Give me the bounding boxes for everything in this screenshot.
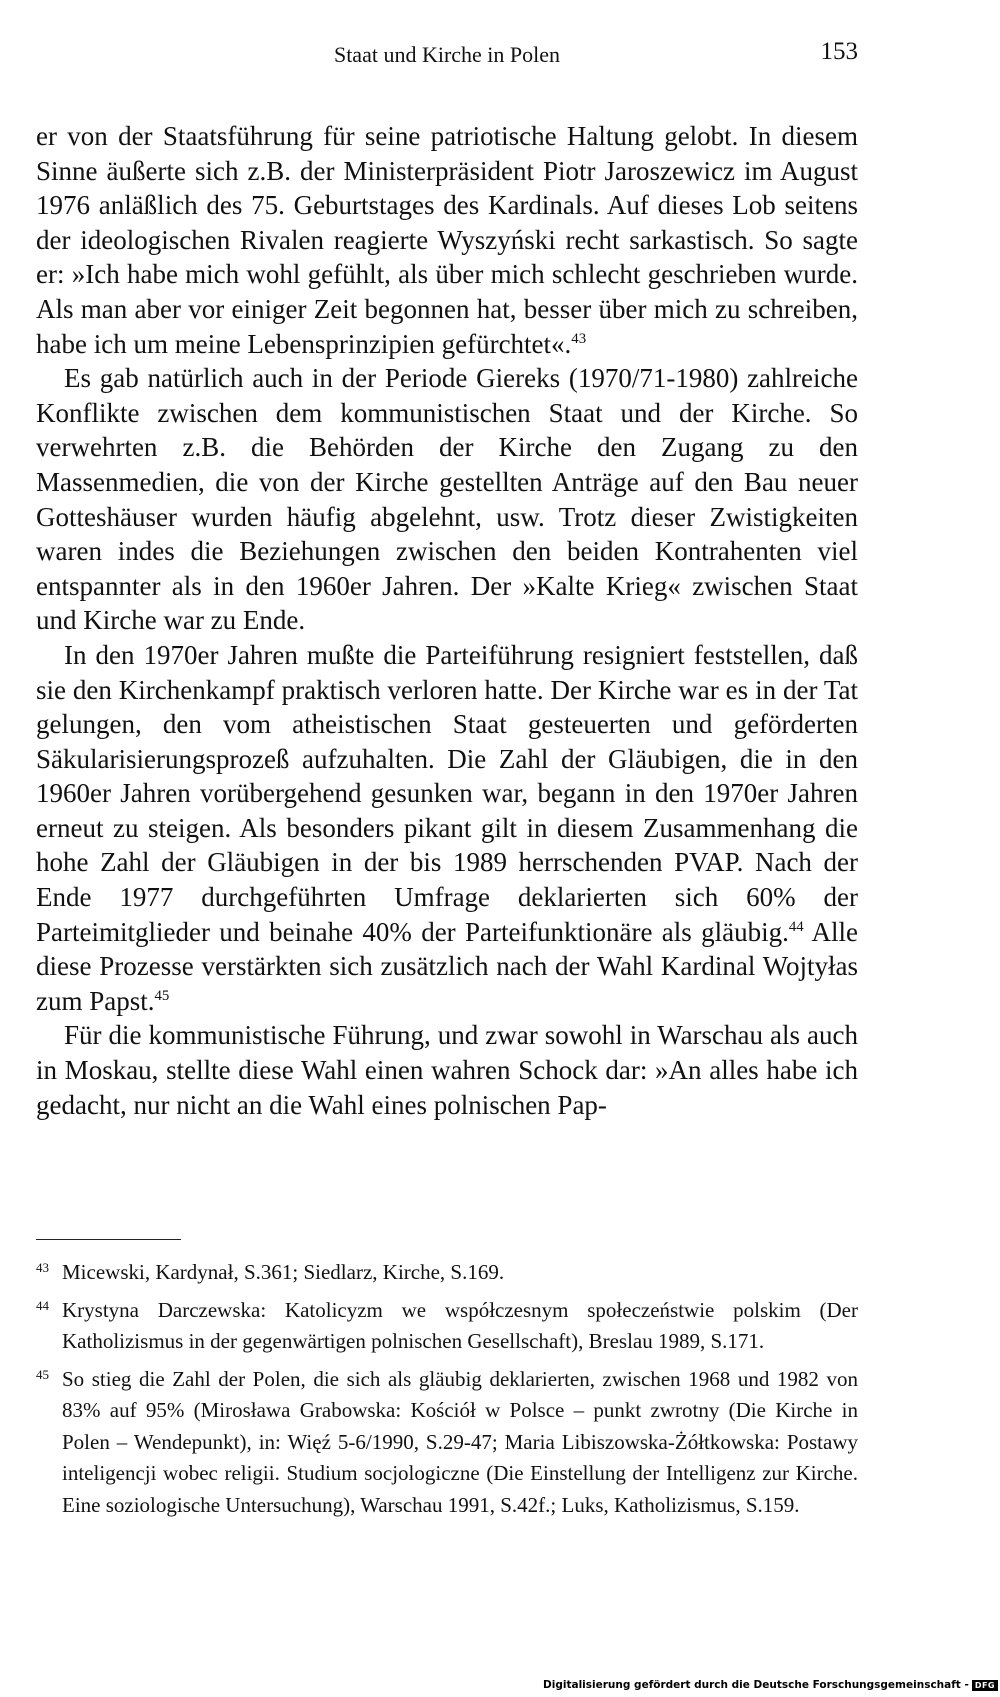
paragraph-text: Für die kommunistische Führung, und zwar sowohl in Warschau als auch in Moskau, stellte diese Wahl einen wahren Schock dar: »An alles habe ich gedacht, nur nicht an die Wahl eines polnischen Pap- <box>36 1020 858 1120</box>
footnote-reference: 43 <box>571 330 587 347</box>
footnote <box>36 1295 858 1358</box>
footnote-number: 43 <box>36 1260 49 1275</box>
paragraph <box>36 1018 858 1122</box>
paragraph-text: er von der Staatsführung für seine patriotische Haltung gelobt. In diesem Sinne äußerte sich z.B. der Ministerpräsident Piotr Jaroszewicz im August 1976 anläßlich des 75. Geburtstages des Kardinals. Auf dieses Lob seitens der ideologischen Rivalen reagierte Wyszyński recht sarkastisch. So sagte er: »Ich habe mich wohl gefühlt, als über mich schlecht geschrieben wurde. Als man aber vor einiger Zeit begonnen hat, besser über mich zu schreiben, habe ich um meine Lebensprinzipien gefürchtet«. <box>36 121 858 359</box>
footnote-text: Krystyna Darczewska: Katolicyzm we współczesnym społeczeństwie polskim (Der Katholizismus in der gegenwärtigen polnischen Gesellschaft), Breslau 1989, S.171. <box>62 1297 858 1353</box>
paragraph <box>36 638 858 1019</box>
dfg-logo-icon: DFG <box>972 1680 998 1691</box>
footnote <box>36 1364 858 1522</box>
paragraph-text: Es gab natürlich auch in der Periode Giereks (1970/71-1980) zahlreiche Konflikte zwischen dem kommunistischen Staat und der Kirche. So verwehrten z.B. die Behörden der Kirche den Zugang zu den Massenmedien, die von der Kirche gestellten Anträge auf den Bau neuer Gotteshäuser wurden häufig abgelehnt, usw. Trotz dieser Zwistigkeiten waren indes die Beziehungen zwischen den beiden Kontrahenten viel entspannter als in den 1960er Jahren. Der »Kalte Krieg« zwischen Staat und Kirche war zu Ende. <box>36 363 858 636</box>
footnote-number: 45 <box>36 1366 49 1382</box>
paragraph <box>36 361 858 638</box>
paragraph-text: Alle diese Prozesse verstärkten sich zusätzlich nach der Wahl Kardinal Wojtyłas zum Papst. <box>36 916 858 1016</box>
paragraph <box>36 119 858 361</box>
body-text <box>36 119 858 1122</box>
footnote-number: 44 <box>36 1297 49 1313</box>
footnotes <box>36 1257 858 1527</box>
running-head <box>36 36 858 76</box>
running-title: Staat und Kirche in Polen <box>333 42 561 67</box>
credit-text: Digitalisierung gefördert durch die Deutsche Forschungsgemeinschaft - <box>543 1679 969 1691</box>
page-number: 153 <box>820 38 858 65</box>
footnote <box>36 1257 858 1289</box>
footnote-reference: 44 <box>788 918 804 935</box>
paragraph-text: In den 1970er Jahren mußte die Parteiführung resigniert feststellen, daß sie den Kirchenkampf praktisch verloren hatte. Der Kirche war es in der Tat gelungen, den vom atheistischen Staat gesteuerten und geförderten Säkularisierungsprozeß aufzuhalten. Die Zahl der Gläubigen, die in den 1960er Jahren vorübergehend gesunken war, begann in den 1970er Jahren erneut zu steigen. Als besonders pikant gilt in diesem Zusammenhang die hohe Zahl der Gläubigen in der bis 1989 herrschenden PVAP. Nach der Ende 1977 durchgeführten Umfrage deklarierten sich 60% der Parteimitglieder und beinahe 40% der Parteifunktionäre als gläubig. <box>36 639 858 947</box>
digitization-credit <box>543 1679 998 1691</box>
footnote-text: Micewski, Kardynał, S.361; Siedlarz, Kirche, S.169. <box>62 1260 505 1284</box>
footnote-reference: 45 <box>154 987 170 1004</box>
footnote-text: So stieg die Zahl der Polen, die sich als gläubig deklarierten, zwischen 1968 und 1982 von 83% auf 95% (Mirosława Grabowska: Kościół w Polsce – punkt zwrotny (Die Kirche in Polen – Wendepunkt), in: Więź 5-6/1990, S.29-47; Maria Libiszowska-Żółtkowska: Postawy inteligencji wobec religii. Studium socjologiczne (Die Einstellung der Intelligenz zur Kirche. Eine soziologische Untersuchung), Warschau 1991, S.42f.; Luks, Katholizismus, S.159. <box>62 1366 858 1517</box>
footnote-divider <box>36 1239 181 1240</box>
